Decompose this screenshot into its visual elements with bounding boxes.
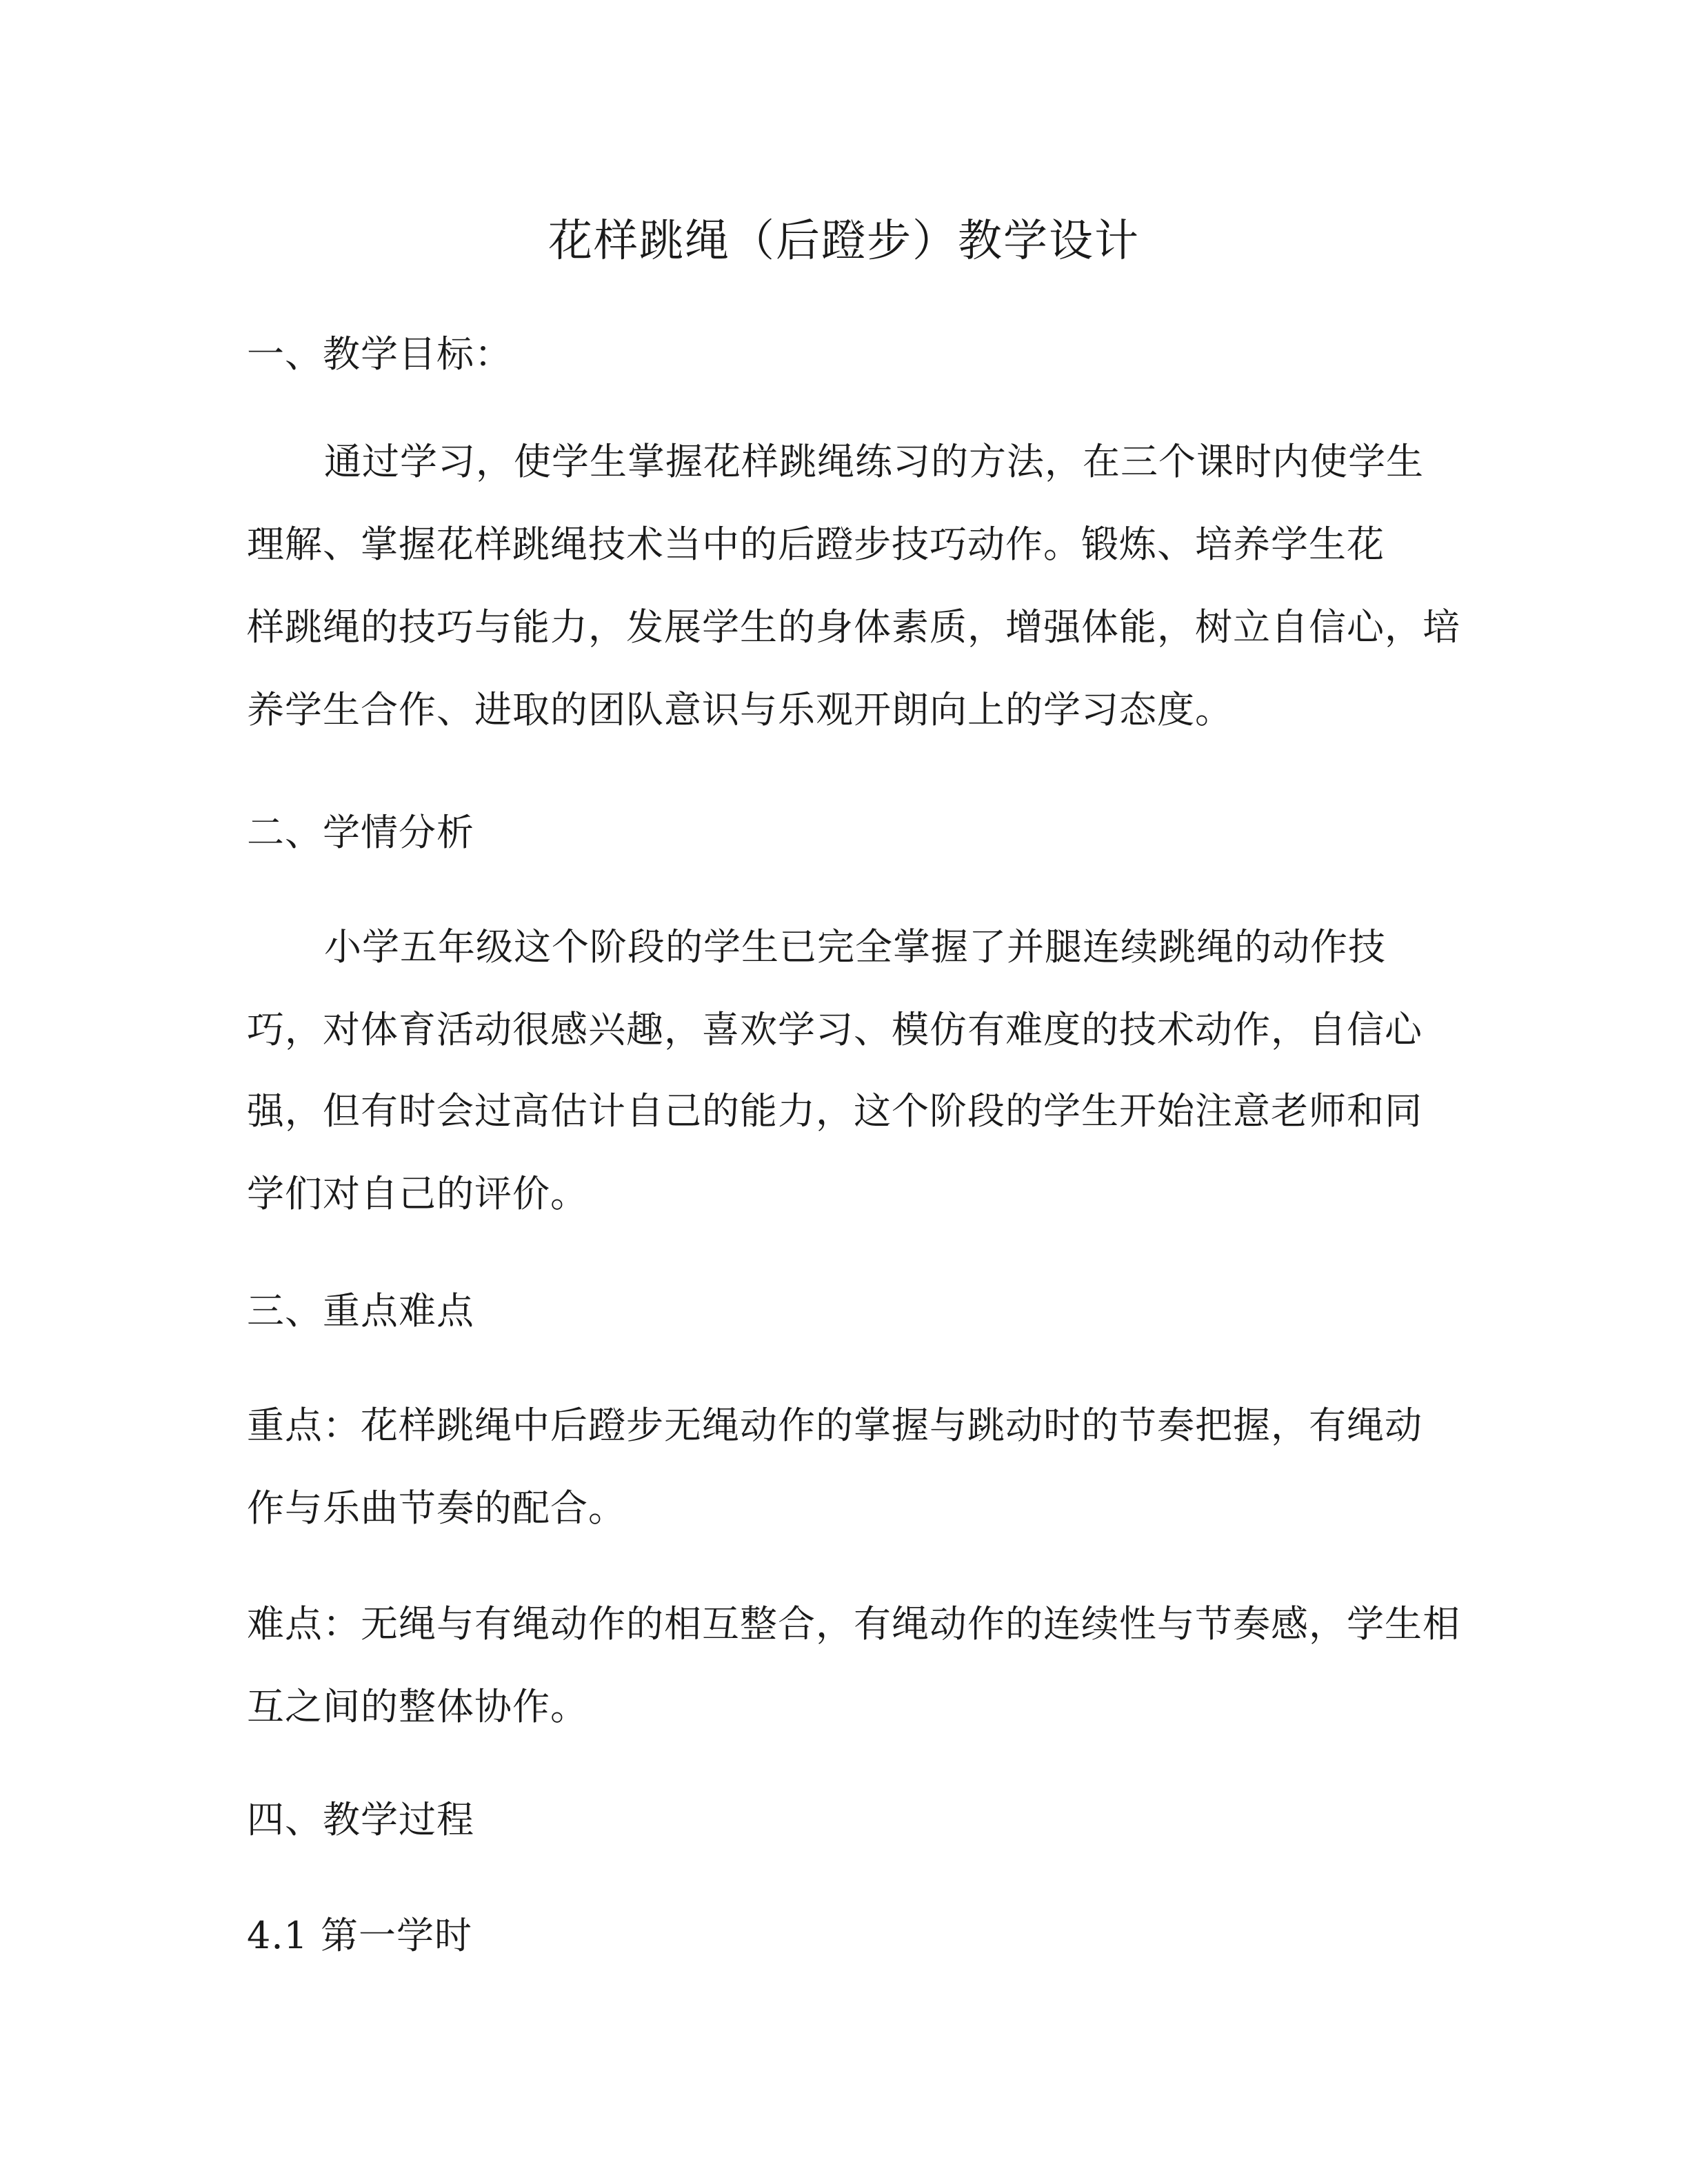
section-heading-key-points: 三、重点难点 <box>247 1289 474 1333</box>
subsection-heading: 4.1 第一学时 <box>247 1914 473 1957</box>
paragraph-line: 样跳绳的技巧与能力，发展学生的身体素质，增强体能，树立自信心，培 <box>247 605 1460 649</box>
paragraph-line: 强，但有时会过高估计自己的能力，这个阶段的学生开始注意老师和同 <box>247 1089 1423 1133</box>
key-point-line: 重点：花样跳绳中后蹬步无绳动作的掌握与跳动时的节奏把握，有绳动 <box>247 1404 1423 1447</box>
section-heading-analysis: 二、学情分析 <box>247 811 474 854</box>
section-heading-process: 四、教学过程 <box>247 1798 474 1841</box>
document-title: 花样跳绳（后蹬步）教学设计 <box>548 216 1140 267</box>
paragraph-line: 学们对自己的评价。 <box>247 1172 588 1215</box>
key-point-line: 作与乐曲节奏的配合。 <box>247 1486 626 1530</box>
paragraph-line: 通过学习，使学生掌握花样跳绳练习的方法，在三个课时内使学生 <box>324 440 1424 483</box>
paragraph-line: 巧，对体育活动很感兴趣，喜欢学习、模仿有难度的技术动作，自信心 <box>247 1008 1423 1051</box>
paragraph-line: 养学生合作、进取的团队意识与乐观开朗向上的学习态度。 <box>247 688 1233 731</box>
paragraph-line: 理解、掌握花样跳绳技术当中的后蹬步技巧动作。锻炼、培养学生花 <box>247 523 1385 566</box>
difficult-point-line: 互之间的整体协作。 <box>247 1685 588 1728</box>
difficult-point-line: 难点：无绳与有绳动作的相互整合，有绳动作的连续性与节奏感，学生相 <box>247 1602 1460 1646</box>
section-heading-objectives: 一、教学目标： <box>247 332 512 376</box>
paragraph-line: 小学五年级这个阶段的学生已完全掌握了并腿连续跳绳的动作技 <box>324 925 1386 969</box>
